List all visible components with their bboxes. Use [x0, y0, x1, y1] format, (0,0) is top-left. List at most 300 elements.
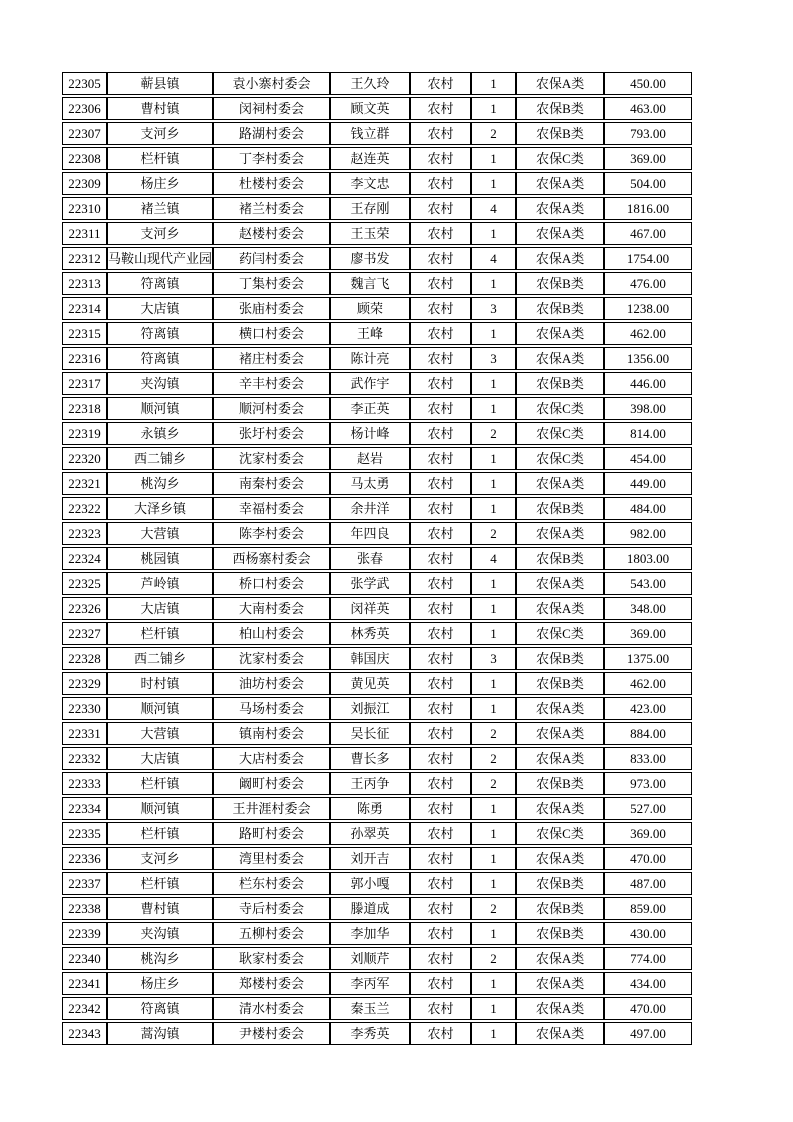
village-committee-cell: 南秦村委会	[213, 472, 330, 495]
amount-cell: 1803.00	[604, 547, 692, 570]
town-cell: 曹村镇	[107, 897, 213, 920]
residence-type-cell: 农村	[410, 922, 471, 945]
person-name-cell: 魏言飞	[330, 272, 410, 295]
residence-type-cell: 农村	[410, 222, 471, 245]
town-cell: 蕲县镇	[107, 72, 213, 95]
town-cell: 符离镇	[107, 347, 213, 370]
record-id-cell: 22341	[62, 972, 107, 995]
person-count-cell: 1	[471, 797, 516, 820]
insurance-category-cell: 农保B类	[516, 547, 604, 570]
amount-cell: 462.00	[604, 672, 692, 695]
insurance-category-cell: 农保A类	[516, 347, 604, 370]
person-name-cell: 黄见英	[330, 672, 410, 695]
insurance-category-cell: 农保A类	[516, 722, 604, 745]
table-row	[62, 647, 692, 670]
residence-type-cell: 农村	[410, 672, 471, 695]
record-id-cell: 22313	[62, 272, 107, 295]
amount-cell: 470.00	[604, 997, 692, 1020]
village-committee-cell: 顺河村委会	[213, 397, 330, 420]
table-row	[62, 847, 692, 870]
record-id-cell: 22320	[62, 447, 107, 470]
table-row	[62, 1022, 692, 1045]
village-committee-cell: 丁李村委会	[213, 147, 330, 170]
amount-cell: 434.00	[604, 972, 692, 995]
table-row	[62, 822, 692, 845]
insurance-category-cell: 农保A类	[516, 572, 604, 595]
person-name-cell: 孙翠英	[330, 822, 410, 845]
residence-type-cell: 农村	[410, 697, 471, 720]
record-id-cell: 22321	[62, 472, 107, 495]
person-name-cell: 李丙军	[330, 972, 410, 995]
person-count-cell: 1	[471, 822, 516, 845]
insurance-category-cell: 农保C类	[516, 622, 604, 645]
town-cell: 大店镇	[107, 747, 213, 770]
amount-cell: 1816.00	[604, 197, 692, 220]
village-committee-cell: 丁集村委会	[213, 272, 330, 295]
table-row	[62, 897, 692, 920]
amount-cell: 369.00	[604, 147, 692, 170]
amount-cell: 982.00	[604, 522, 692, 545]
record-id-cell: 22310	[62, 197, 107, 220]
residence-type-cell: 农村	[410, 747, 471, 770]
town-cell: 大店镇	[107, 297, 213, 320]
person-count-cell: 1	[471, 172, 516, 195]
table-row	[62, 672, 692, 695]
residence-type-cell: 农村	[410, 647, 471, 670]
person-count-cell: 1	[471, 322, 516, 345]
residence-type-cell: 农村	[410, 722, 471, 745]
table-row	[62, 147, 692, 170]
person-count-cell: 4	[471, 197, 516, 220]
person-name-cell: 武作宇	[330, 372, 410, 395]
person-name-cell: 顾文英	[330, 97, 410, 120]
table-row	[62, 272, 692, 295]
village-committee-cell: 张庙村委会	[213, 297, 330, 320]
insurance-category-cell: 农保A类	[516, 797, 604, 820]
amount-cell: 476.00	[604, 272, 692, 295]
town-cell: 顺河镇	[107, 797, 213, 820]
amount-cell: 793.00	[604, 122, 692, 145]
record-id-cell: 22316	[62, 347, 107, 370]
village-committee-cell: 马场村委会	[213, 697, 330, 720]
record-id-cell: 22325	[62, 572, 107, 595]
insurance-category-cell: 农保B类	[516, 497, 604, 520]
table-row	[62, 472, 692, 495]
village-committee-cell: 尹楼村委会	[213, 1022, 330, 1045]
amount-cell: 1356.00	[604, 347, 692, 370]
person-name-cell: 张学武	[330, 572, 410, 595]
person-count-cell: 2	[471, 947, 516, 970]
amount-cell: 859.00	[604, 897, 692, 920]
residence-type-cell: 农村	[410, 347, 471, 370]
residence-type-cell: 农村	[410, 147, 471, 170]
table-row	[62, 347, 692, 370]
table-row	[62, 72, 692, 95]
insurance-category-cell: 农保A类	[516, 522, 604, 545]
record-id-cell: 22315	[62, 322, 107, 345]
town-cell: 褚兰镇	[107, 197, 213, 220]
village-committee-cell: 赵楼村委会	[213, 222, 330, 245]
village-committee-cell: 药闫村委会	[213, 247, 330, 270]
town-cell: 支河乡	[107, 222, 213, 245]
insurance-category-cell: 农保A类	[516, 72, 604, 95]
person-name-cell: 韩国庆	[330, 647, 410, 670]
insurance-category-cell: 农保B类	[516, 772, 604, 795]
amount-cell: 449.00	[604, 472, 692, 495]
amount-cell: 543.00	[604, 572, 692, 595]
record-id-cell: 22327	[62, 622, 107, 645]
record-id-cell: 22324	[62, 547, 107, 570]
record-id-cell: 22318	[62, 397, 107, 420]
amount-cell: 463.00	[604, 97, 692, 120]
amount-cell: 1754.00	[604, 247, 692, 270]
table-row	[62, 697, 692, 720]
village-committee-cell: 郑楼村委会	[213, 972, 330, 995]
record-id-cell: 22319	[62, 422, 107, 445]
person-count-cell: 2	[471, 722, 516, 745]
person-count-cell: 1	[471, 997, 516, 1020]
insurance-category-cell: 农保A类	[516, 847, 604, 870]
town-cell: 杨庄乡	[107, 972, 213, 995]
person-name-cell: 滕道成	[330, 897, 410, 920]
person-count-cell: 4	[471, 247, 516, 270]
person-name-cell: 顾荣	[330, 297, 410, 320]
residence-type-cell: 农村	[410, 172, 471, 195]
town-cell: 符离镇	[107, 322, 213, 345]
person-name-cell: 马太勇	[330, 472, 410, 495]
amount-cell: 973.00	[604, 772, 692, 795]
insurance-category-cell: 农保A类	[516, 747, 604, 770]
person-name-cell: 郭小嘎	[330, 872, 410, 895]
village-committee-cell: 柏山村委会	[213, 622, 330, 645]
village-committee-cell: 褚兰村委会	[213, 197, 330, 220]
village-committee-cell: 陈李村委会	[213, 522, 330, 545]
person-count-cell: 2	[471, 522, 516, 545]
record-id-cell: 22326	[62, 597, 107, 620]
person-name-cell: 吴长征	[330, 722, 410, 745]
table-row	[62, 547, 692, 570]
table-row	[62, 497, 692, 520]
residence-type-cell: 农村	[410, 572, 471, 595]
person-name-cell: 王丙争	[330, 772, 410, 795]
residence-type-cell: 农村	[410, 472, 471, 495]
village-committee-cell: 大店村委会	[213, 747, 330, 770]
village-committee-cell: 五柳村委会	[213, 922, 330, 945]
insurance-category-cell: 农保C类	[516, 422, 604, 445]
table-row	[62, 247, 692, 270]
insurance-category-cell: 农保A类	[516, 1022, 604, 1045]
person-count-cell: 1	[471, 97, 516, 120]
town-cell: 大营镇	[107, 722, 213, 745]
amount-cell: 504.00	[604, 172, 692, 195]
table-row	[62, 797, 692, 820]
residence-type-cell: 农村	[410, 772, 471, 795]
person-name-cell: 钱立群	[330, 122, 410, 145]
town-cell: 桃沟乡	[107, 472, 213, 495]
town-cell: 顺河镇	[107, 397, 213, 420]
residence-type-cell: 农村	[410, 497, 471, 520]
town-cell: 栏杆镇	[107, 147, 213, 170]
residence-type-cell: 农村	[410, 597, 471, 620]
town-cell: 蒿沟镇	[107, 1022, 213, 1045]
town-cell: 桃园镇	[107, 547, 213, 570]
table-row	[62, 522, 692, 545]
amount-cell: 462.00	[604, 322, 692, 345]
residence-type-cell: 农村	[410, 322, 471, 345]
table-row	[62, 947, 692, 970]
amount-cell: 467.00	[604, 222, 692, 245]
person-name-cell: 王峰	[330, 322, 410, 345]
village-committee-cell: 油坊村委会	[213, 672, 330, 695]
residence-type-cell: 农村	[410, 797, 471, 820]
village-committee-cell: 辛丰村委会	[213, 372, 330, 395]
person-name-cell: 刘顺芹	[330, 947, 410, 970]
town-cell: 栏杆镇	[107, 822, 213, 845]
amount-cell: 774.00	[604, 947, 692, 970]
person-count-cell: 1	[471, 497, 516, 520]
residence-type-cell: 农村	[410, 522, 471, 545]
amount-cell: 398.00	[604, 397, 692, 420]
record-id-cell: 22307	[62, 122, 107, 145]
record-id-cell: 22323	[62, 522, 107, 545]
insurance-category-cell: 农保B类	[516, 647, 604, 670]
town-cell: 时村镇	[107, 672, 213, 695]
table-row	[62, 747, 692, 770]
town-cell: 顺河镇	[107, 697, 213, 720]
person-name-cell: 曹长多	[330, 747, 410, 770]
village-committee-cell: 张圩村委会	[213, 422, 330, 445]
table-row	[62, 622, 692, 645]
residence-type-cell: 农村	[410, 447, 471, 470]
residence-type-cell: 农村	[410, 297, 471, 320]
person-count-cell: 3	[471, 297, 516, 320]
residence-type-cell: 农村	[410, 997, 471, 1020]
insurance-category-cell: 农保A类	[516, 972, 604, 995]
insurance-category-cell: 农保B类	[516, 372, 604, 395]
person-count-cell: 1	[471, 222, 516, 245]
residence-type-cell: 农村	[410, 247, 471, 270]
village-committee-cell: 寺后村委会	[213, 897, 330, 920]
table-row	[62, 997, 692, 1020]
record-id-cell: 22311	[62, 222, 107, 245]
insurance-records-table	[62, 70, 692, 1047]
amount-cell: 833.00	[604, 747, 692, 770]
table-row	[62, 572, 692, 595]
village-committee-cell: 袁小寨村委会	[213, 72, 330, 95]
insurance-category-cell: 农保C类	[516, 397, 604, 420]
table-body	[62, 72, 692, 1045]
village-committee-cell: 横口村委会	[213, 322, 330, 345]
person-name-cell: 林秀英	[330, 622, 410, 645]
person-count-cell: 1	[471, 472, 516, 495]
amount-cell: 814.00	[604, 422, 692, 445]
table-row	[62, 722, 692, 745]
person-name-cell: 张春	[330, 547, 410, 570]
village-committee-cell: 褚庄村委会	[213, 347, 330, 370]
village-committee-cell: 路湖村委会	[213, 122, 330, 145]
residence-type-cell: 农村	[410, 847, 471, 870]
amount-cell: 884.00	[604, 722, 692, 745]
person-name-cell: 闵祥英	[330, 597, 410, 620]
town-cell: 西二铺乡	[107, 647, 213, 670]
insurance-category-cell: 农保A类	[516, 322, 604, 345]
record-id-cell: 22309	[62, 172, 107, 195]
record-id-cell: 22308	[62, 147, 107, 170]
person-count-cell: 4	[471, 547, 516, 570]
person-name-cell: 李秀英	[330, 1022, 410, 1045]
insurance-category-cell: 农保A类	[516, 697, 604, 720]
insurance-category-cell: 农保A类	[516, 222, 604, 245]
town-cell: 马鞍山现代产业园	[107, 247, 213, 270]
amount-cell: 470.00	[604, 847, 692, 870]
residence-type-cell: 农村	[410, 272, 471, 295]
person-name-cell: 陈计亮	[330, 347, 410, 370]
residence-type-cell: 农村	[410, 397, 471, 420]
insurance-category-cell: 农保A类	[516, 997, 604, 1020]
record-id-cell: 22343	[62, 1022, 107, 1045]
person-count-cell: 1	[471, 922, 516, 945]
person-count-cell: 1	[471, 872, 516, 895]
person-count-cell: 1	[471, 372, 516, 395]
insurance-category-cell: 农保C类	[516, 447, 604, 470]
village-committee-cell: 湾里村委会	[213, 847, 330, 870]
insurance-category-cell: 农保A类	[516, 947, 604, 970]
residence-type-cell: 农村	[410, 422, 471, 445]
town-cell: 大店镇	[107, 597, 213, 620]
amount-cell: 487.00	[604, 872, 692, 895]
table-row	[62, 772, 692, 795]
amount-cell: 369.00	[604, 822, 692, 845]
person-name-cell: 杨计峰	[330, 422, 410, 445]
village-committee-cell: 大南村委会	[213, 597, 330, 620]
amount-cell: 1238.00	[604, 297, 692, 320]
table-row	[62, 122, 692, 145]
table-row	[62, 397, 692, 420]
record-id-cell: 22312	[62, 247, 107, 270]
village-committee-cell: 杜楼村委会	[213, 172, 330, 195]
person-name-cell: 李正英	[330, 397, 410, 420]
person-count-cell: 1	[471, 597, 516, 620]
table-row	[62, 297, 692, 320]
person-name-cell: 王久玲	[330, 72, 410, 95]
record-id-cell: 22305	[62, 72, 107, 95]
record-id-cell: 22332	[62, 747, 107, 770]
amount-cell: 527.00	[604, 797, 692, 820]
residence-type-cell: 农村	[410, 1022, 471, 1045]
amount-cell: 430.00	[604, 922, 692, 945]
person-name-cell: 赵连英	[330, 147, 410, 170]
town-cell: 夹沟镇	[107, 922, 213, 945]
person-name-cell: 陈勇	[330, 797, 410, 820]
record-id-cell: 22334	[62, 797, 107, 820]
amount-cell: 484.00	[604, 497, 692, 520]
amount-cell: 497.00	[604, 1022, 692, 1045]
town-cell: 西二铺乡	[107, 447, 213, 470]
village-committee-cell: 栏东村委会	[213, 872, 330, 895]
person-count-cell: 1	[471, 1022, 516, 1045]
person-count-cell: 1	[471, 147, 516, 170]
person-count-cell: 1	[471, 672, 516, 695]
table-row	[62, 172, 692, 195]
record-id-cell: 22317	[62, 372, 107, 395]
person-name-cell: 王玉荣	[330, 222, 410, 245]
town-cell: 大泽乡镇	[107, 497, 213, 520]
village-committee-cell: 王井涯村委会	[213, 797, 330, 820]
residence-type-cell: 农村	[410, 547, 471, 570]
person-count-cell: 1	[471, 272, 516, 295]
town-cell: 符离镇	[107, 997, 213, 1020]
amount-cell: 446.00	[604, 372, 692, 395]
record-id-cell: 22337	[62, 872, 107, 895]
table-row	[62, 597, 692, 620]
town-cell: 曹村镇	[107, 97, 213, 120]
town-cell: 支河乡	[107, 847, 213, 870]
person-count-cell: 2	[471, 747, 516, 770]
table-row	[62, 197, 692, 220]
town-cell: 永镇乡	[107, 422, 213, 445]
residence-type-cell: 农村	[410, 622, 471, 645]
table-row	[62, 222, 692, 245]
town-cell: 杨庄乡	[107, 172, 213, 195]
town-cell: 栏杆镇	[107, 772, 213, 795]
person-name-cell: 王存刚	[330, 197, 410, 220]
person-name-cell: 刘开吉	[330, 847, 410, 870]
insurance-category-cell: 农保B类	[516, 97, 604, 120]
residence-type-cell: 农村	[410, 972, 471, 995]
insurance-category-cell: 农保A类	[516, 472, 604, 495]
insurance-category-cell: 农保B类	[516, 122, 604, 145]
person-count-cell: 2	[471, 422, 516, 445]
village-committee-cell: 镇南村委会	[213, 722, 330, 745]
person-count-cell: 1	[471, 572, 516, 595]
town-cell: 栏杆镇	[107, 872, 213, 895]
residence-type-cell: 农村	[410, 122, 471, 145]
village-committee-cell: 耿家村委会	[213, 947, 330, 970]
person-name-cell: 刘振江	[330, 697, 410, 720]
residence-type-cell: 农村	[410, 372, 471, 395]
table-row	[62, 447, 692, 470]
insurance-category-cell: 农保C类	[516, 147, 604, 170]
town-cell: 栏杆镇	[107, 622, 213, 645]
person-name-cell: 李文忠	[330, 172, 410, 195]
person-count-cell: 1	[471, 397, 516, 420]
record-id-cell: 22335	[62, 822, 107, 845]
residence-type-cell: 农村	[410, 197, 471, 220]
record-id-cell: 22338	[62, 897, 107, 920]
town-cell: 夹沟镇	[107, 372, 213, 395]
table-row	[62, 422, 692, 445]
person-count-cell: 1	[471, 972, 516, 995]
residence-type-cell: 农村	[410, 822, 471, 845]
person-count-cell: 1	[471, 72, 516, 95]
person-name-cell: 余井洋	[330, 497, 410, 520]
village-committee-cell: 沈家村委会	[213, 447, 330, 470]
residence-type-cell: 农村	[410, 947, 471, 970]
insurance-category-cell: 农保B类	[516, 922, 604, 945]
village-committee-cell: 阚町村委会	[213, 772, 330, 795]
amount-cell: 450.00	[604, 72, 692, 95]
village-committee-cell: 西杨寨村委会	[213, 547, 330, 570]
record-id-cell: 22322	[62, 497, 107, 520]
person-count-cell: 1	[471, 697, 516, 720]
residence-type-cell: 农村	[410, 897, 471, 920]
insurance-category-cell: 农保B类	[516, 672, 604, 695]
village-committee-cell: 幸福村委会	[213, 497, 330, 520]
residence-type-cell: 农村	[410, 97, 471, 120]
village-committee-cell: 清水村委会	[213, 997, 330, 1020]
amount-cell: 454.00	[604, 447, 692, 470]
table-row	[62, 322, 692, 345]
